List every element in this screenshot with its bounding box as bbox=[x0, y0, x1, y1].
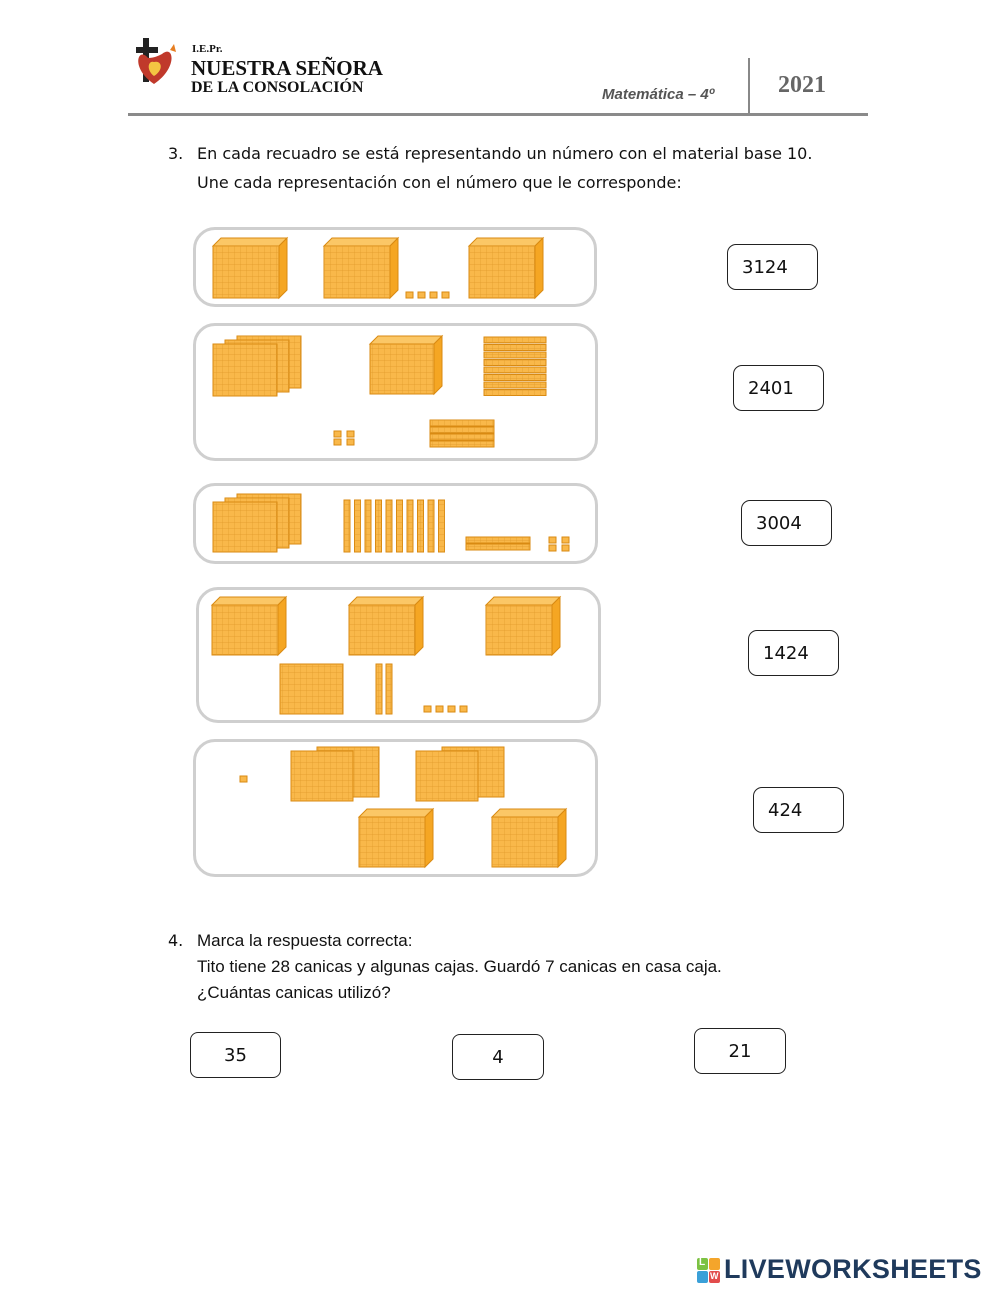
unit-cube bbox=[406, 292, 413, 298]
q4-number: 4. bbox=[168, 931, 184, 950]
unit-cube bbox=[334, 431, 341, 437]
unit-cube bbox=[562, 545, 569, 551]
option-35[interactable]: 35 bbox=[190, 1032, 281, 1078]
unit-cube bbox=[347, 439, 354, 445]
subject-label: Matemática – 4º bbox=[602, 86, 715, 103]
option-21[interactable]: 21 bbox=[694, 1028, 786, 1074]
unit-cube bbox=[562, 537, 569, 543]
answer-box-3004[interactable]: 3004 bbox=[741, 500, 832, 546]
q4-line1: Marca la respuesta correcta: bbox=[197, 931, 413, 950]
thousand-cube bbox=[213, 238, 287, 246]
year-label: 2021 bbox=[778, 72, 826, 98]
option-4[interactable]: 4 bbox=[452, 1034, 544, 1080]
school-name-line1: NUESTRA SEÑORA bbox=[191, 56, 383, 80]
answer-box-424[interactable]: 424 bbox=[753, 787, 844, 833]
unit-cube bbox=[549, 537, 556, 543]
q3-line1: En cada recuadro se está representando un número con el material base 10. bbox=[197, 144, 813, 163]
answer-box-2401[interactable]: 2401 bbox=[733, 365, 824, 411]
answer-box-1424[interactable]: 1424 bbox=[748, 630, 839, 676]
q3-number: 3. bbox=[168, 144, 184, 163]
thousand-cube bbox=[492, 809, 566, 817]
unit-cube bbox=[460, 706, 467, 712]
unit-cube bbox=[347, 431, 354, 437]
unit-cube bbox=[430, 292, 437, 298]
q4-line2: Tito tiene 28 canicas y algunas cajas. Guardó 7 canicas en casa caja. bbox=[197, 957, 722, 976]
thousand-cube bbox=[212, 597, 286, 605]
unit-cube bbox=[442, 292, 449, 298]
thousand-cube bbox=[359, 809, 433, 817]
unit-cube bbox=[448, 706, 455, 712]
answer-box-3124[interactable]: 3124 bbox=[727, 244, 818, 290]
q4-line3: ¿Cuántas canicas utilizó? bbox=[197, 983, 391, 1002]
unit-cube bbox=[240, 776, 247, 782]
thousand-cube bbox=[349, 597, 423, 605]
liveworksheets-logo-icon bbox=[697, 1258, 721, 1284]
thousand-cube bbox=[469, 238, 543, 246]
school-prefix: I.E.Pr. bbox=[192, 43, 223, 55]
unit-cube bbox=[418, 292, 425, 298]
school-name-line2: DE LA CONSOLACIÓN bbox=[191, 79, 364, 96]
logo-letter-l: L bbox=[699, 1257, 706, 1268]
logo-letter-w: W bbox=[710, 1271, 719, 1281]
thousand-cube bbox=[486, 597, 560, 605]
unit-cube bbox=[334, 439, 341, 445]
unit-cube bbox=[424, 706, 431, 712]
unit-cube bbox=[436, 706, 443, 712]
q3-line2: Une cada representación con el número que le corresponde: bbox=[197, 173, 682, 192]
liveworksheets-brand: LIVEWORKSHEETS bbox=[724, 1254, 982, 1284]
unit-cube bbox=[549, 545, 556, 551]
thousand-cube bbox=[324, 238, 398, 246]
thousand-cube bbox=[370, 336, 442, 344]
